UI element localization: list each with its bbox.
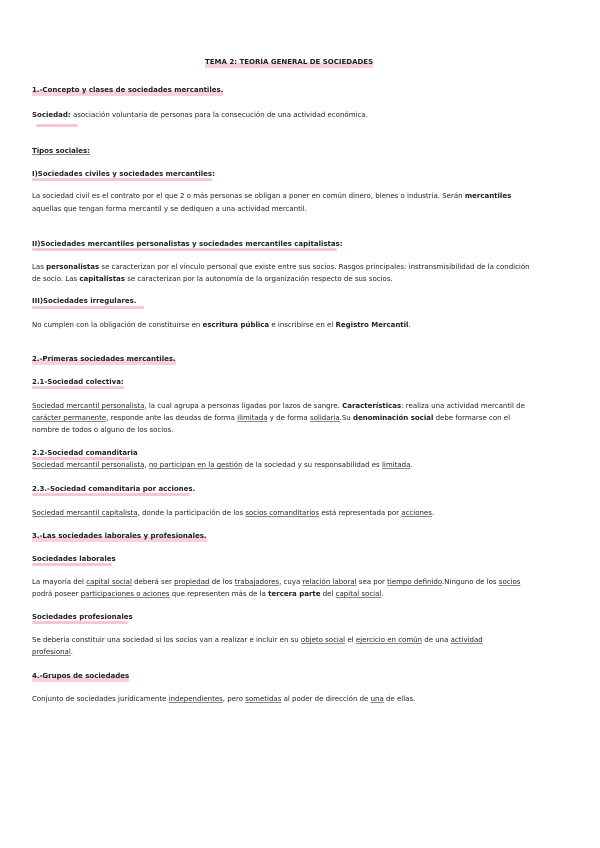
section-3-heading: 3.-Las sociedades laborales y profesionales. — [32, 532, 207, 540]
text-span: debe formarse con el — [435, 414, 511, 422]
underlined-span: socios comanditarios — [245, 509, 320, 517]
text-span: se caracterizan por la autonomía de la organización respecto de sus socios. — [127, 275, 393, 283]
section-4-heading: 4.-Grupos de sociedades — [32, 672, 130, 680]
highlight-mark — [32, 178, 212, 181]
highlight-mark — [32, 621, 128, 624]
text-span: , cuya — [279, 578, 301, 586]
profesionales-line-1 — [32, 634, 483, 646]
subsection-ii-heading: II)Sociedades mercantiles personalistas y sociedades mercantiles capitalistas: — [32, 240, 343, 248]
text-span: Las — [32, 263, 44, 271]
subsection-2-1-line-2 — [32, 412, 510, 424]
underlined-span: independientes — [168, 695, 223, 703]
underlined-span: acciones — [401, 509, 432, 517]
tipos-heading: Tipos sociales: — [32, 147, 90, 155]
text-span: Se debería constituir una sociedad si los socios van a realizar e incluir en su — [32, 636, 299, 644]
underlined-span: objeto social — [300, 636, 346, 644]
subsection-2-1-heading: 2.1-Sociedad colectiva: — [32, 378, 124, 386]
underlined-span: limitada — [381, 461, 411, 469]
text-span: . — [70, 648, 74, 656]
text-span: . — [381, 590, 384, 598]
subsection-iii-heading: III)Sociedades irregulares. — [32, 297, 137, 305]
text-span: está representada por — [321, 509, 400, 517]
underlined-span: solidaria — [309, 414, 340, 422]
text-span: sea por — [358, 578, 385, 586]
subsection-2-2-heading: 2.2-Sociedad comanditaria — [32, 449, 138, 457]
text-span: , la cual agrupa a personas ligadas por lazos de sangre. — [144, 402, 340, 410]
subsection-i-line-2: aquellas que tengan forma mercantil y se dediquen a una actividad mercantil. — [32, 205, 307, 213]
underlined-span: ejercicio en común — [355, 636, 423, 644]
underlined-span: trabajadores — [234, 578, 280, 586]
sociedad-definition — [32, 109, 368, 121]
laborales-line-1 — [32, 576, 520, 588]
text-span: deberá ser — [134, 578, 172, 586]
highlight-mark — [36, 124, 78, 127]
subsection-i-line-1 — [32, 190, 511, 202]
profesionales-heading: Sociedades profesionales — [32, 613, 133, 621]
highlight-mark — [32, 386, 124, 389]
underlined-span: profesional — [32, 648, 71, 656]
sociedad-label: Sociedad: — [32, 111, 71, 119]
text-span: Conjunto de sociedades jurídicamente — [32, 695, 167, 703]
bold-span: Características — [342, 402, 402, 410]
text-span: y de forma — [269, 414, 308, 422]
underlined-span: propiedad — [174, 578, 210, 586]
subsection-i-heading: I)Sociedades civiles y sociedades mercantiles: — [32, 170, 215, 178]
underlined-span: tiempo definido — [387, 578, 443, 586]
underlined-span: Sociedad mercantil capitalista — [32, 509, 138, 517]
text-span: de ellas. — [386, 695, 416, 703]
section-2-heading: 2.-Primeras sociedades mercantiles. — [32, 355, 176, 363]
subsection-2-3-text — [32, 507, 434, 519]
bold-span: tercera parte — [268, 590, 321, 598]
laborales-line-2 — [32, 588, 384, 600]
underlined-span: socios — [498, 578, 521, 586]
text-span: . — [410, 461, 413, 469]
underlined-span: carácter permanente — [32, 414, 107, 422]
bold-span: Registro Mercantil — [335, 321, 409, 329]
text-span: , pero — [222, 695, 243, 703]
text-span: podrá poseer — [32, 590, 79, 598]
underlined-span: relación laboral — [302, 578, 357, 586]
text-span: , responde ante las deudas de forma — [106, 414, 235, 422]
text-span: . — [408, 321, 411, 329]
underlined-span: Sociedad mercantil personalista — [32, 461, 145, 469]
subsection-ii-line-2 — [32, 273, 393, 285]
text-span: de una — [424, 636, 449, 644]
underlined-span: no participan en la gestión — [148, 461, 243, 469]
text-span: de la sociedad y su responsabilidad es — [244, 461, 380, 469]
highlight-mark — [32, 306, 144, 309]
underlined-span: actividad — [450, 636, 483, 644]
underlined-span: capital social — [86, 578, 132, 586]
text-span: : realiza una actividad mercantil de — [401, 402, 525, 410]
laborales-heading: Sociedades laborales — [32, 555, 116, 563]
subsection-ii-line-1 — [32, 261, 530, 273]
bold-span: escritura pública — [202, 321, 270, 329]
text-span: de socio. Las — [32, 275, 78, 283]
highlight-mark — [32, 248, 337, 251]
text-span: La mayoría del — [32, 578, 84, 586]
underlined-span: capital social — [335, 590, 382, 598]
text-span: , donde la participación de los — [137, 509, 244, 517]
text-span: que representen más de la — [171, 590, 266, 598]
highlight-mark — [32, 493, 190, 496]
bold-span: personalistas — [46, 263, 100, 271]
subsection-2-1-line-3: nombre de todos o alguno de los socios. — [32, 426, 174, 434]
text-span: No cumplen con la obligación de constituirse en — [32, 321, 201, 329]
underlined-span: sometidas — [245, 695, 282, 703]
text-span: e inscribirse en el — [271, 321, 334, 329]
text-span: el — [347, 636, 354, 644]
underlined-span: participaciones o aciones — [80, 590, 170, 598]
subsection-2-2-text — [32, 459, 413, 471]
underlined-span: una — [370, 695, 384, 703]
underlined-span: Sociedad mercantil personalista — [32, 402, 145, 410]
text-span: , — [144, 461, 147, 469]
subsection-2-3-heading: 2.3.-Sociedad comanditaria por acciones. — [32, 485, 196, 493]
profesionales-line-2 — [32, 646, 73, 658]
page-title: TEMA 2: TEORÍA GENERAL DE SOCIEDADES — [205, 58, 374, 66]
bold-span: mercantiles — [464, 192, 512, 200]
text-span: de los — [211, 578, 233, 586]
section-4-text — [32, 693, 415, 705]
text-span: del — [322, 590, 334, 598]
subsection-iii-text — [32, 319, 411, 331]
text-span: .Ninguno de los — [442, 578, 497, 586]
sociedad-text: asociación voluntaria de personas para la consecución de una actividad económica. — [72, 111, 368, 119]
bold-span: denominación social — [352, 414, 434, 422]
bold-span: capitalistas — [79, 275, 125, 283]
highlight-mark — [32, 563, 112, 566]
text-span: se caracterizan por el vínculo personal que existe entre sus socios. Rasgos principales: instransmisibilidad de la condición — [101, 263, 530, 271]
text-span: . — [431, 509, 435, 517]
subsection-2-1-line-1 — [32, 400, 525, 412]
underlined-span: ilimitada — [237, 414, 268, 422]
text-span: .Su — [339, 414, 351, 422]
text-span: La sociedad civil es el contrato por el que 2 o más personas se obligan a poner en común dinero, bienes o industria. Serán — [32, 192, 463, 200]
section-1-heading: 1.-Concepto y clases de sociedades mercantiles. — [32, 86, 224, 94]
text-span: al poder de dirección de — [283, 695, 369, 703]
